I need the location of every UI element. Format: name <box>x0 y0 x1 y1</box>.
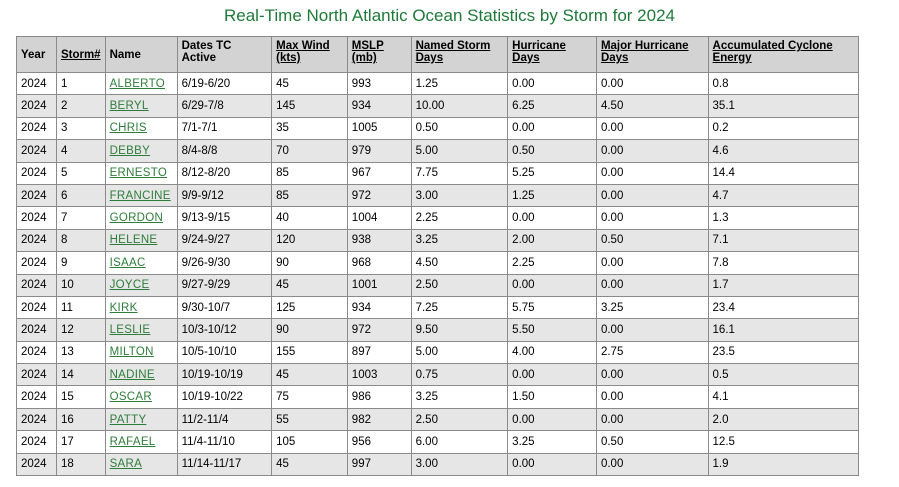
column-header-name: Name <box>105 37 177 73</box>
cell-named-storm-days: 3.25 <box>411 386 508 408</box>
storm-name-link[interactable]: JOYCE <box>109 279 150 292</box>
cell-name[interactable] <box>105 73 177 95</box>
cell-ace: 1.3 <box>708 207 858 229</box>
cell-max-wind: 145 <box>272 95 348 117</box>
cell-named-storm-days: 1.25 <box>411 73 508 95</box>
cell-ace: 0.2 <box>708 117 858 139</box>
cell-dates: 6/29-7/8 <box>177 95 272 117</box>
cell-year: 2024 <box>17 73 57 95</box>
cell-storm-number: 18 <box>56 453 105 475</box>
cell-storm-number: 14 <box>56 364 105 386</box>
storm-name-link[interactable]: SARA <box>109 458 143 471</box>
cell-mslp: 897 <box>347 341 411 363</box>
cell-year: 2024 <box>17 341 57 363</box>
cell-mslp: 934 <box>347 296 411 318</box>
cell-year: 2024 <box>17 184 57 206</box>
cell-major-hurricane-days: 0.00 <box>596 319 708 341</box>
cell-max-wind: 90 <box>272 252 348 274</box>
cell-max-wind: 75 <box>272 386 348 408</box>
cell-named-storm-days: 5.00 <box>411 140 508 162</box>
cell-major-hurricane-days: 0.00 <box>596 162 708 184</box>
sort-link-storm-number[interactable]: Storm# <box>60 48 101 61</box>
cell-hurricane-days: 2.00 <box>508 229 597 251</box>
cell-named-storm-days: 5.00 <box>411 341 508 363</box>
cell-mslp: 997 <box>347 453 411 475</box>
cell-ace: 23.5 <box>708 341 858 363</box>
cell-max-wind: 155 <box>272 341 348 363</box>
cell-year: 2024 <box>17 95 57 117</box>
cell-major-hurricane-days: 0.00 <box>596 386 708 408</box>
cell-named-storm-days: 2.25 <box>411 207 508 229</box>
column-header-mslp[interactable] <box>347 37 411 73</box>
cell-mslp: 1001 <box>347 274 411 296</box>
cell-year: 2024 <box>17 207 57 229</box>
cell-year: 2024 <box>17 274 57 296</box>
cell-year: 2024 <box>17 453 57 475</box>
sort-link-hurricane-days[interactable]: Hurricane Days <box>512 40 566 64</box>
cell-year: 2024 <box>17 386 57 408</box>
cell-max-wind: 85 <box>272 162 348 184</box>
cell-name[interactable] <box>105 252 177 274</box>
cell-year: 2024 <box>17 229 57 251</box>
cell-name[interactable] <box>105 386 177 408</box>
cell-mslp: 972 <box>347 319 411 341</box>
column-header-ace[interactable] <box>708 37 858 73</box>
page-title: Real-Time North Atlantic Ocean Statistics by Storm for 2024 <box>224 6 675 25</box>
cell-dates: 9/26-9/30 <box>177 252 272 274</box>
cell-year: 2024 <box>17 117 57 139</box>
cell-ace: 0.8 <box>708 73 858 95</box>
cell-ace: 14.4 <box>708 162 858 184</box>
cell-named-storm-days: 3.25 <box>411 229 508 251</box>
cell-name[interactable] <box>105 229 177 251</box>
cell-year: 2024 <box>17 319 57 341</box>
cell-max-wind: 105 <box>272 431 348 453</box>
cell-hurricane-days: 0.00 <box>508 408 597 430</box>
cell-major-hurricane-days: 4.50 <box>596 95 708 117</box>
cell-storm-number: 10 <box>56 274 105 296</box>
cell-storm-number: 12 <box>56 319 105 341</box>
cell-name[interactable] <box>105 140 177 162</box>
storm-name-link[interactable]: BERYL <box>109 100 149 113</box>
cell-storm-number: 16 <box>56 408 105 430</box>
cell-dates: 10/5-10/10 <box>177 341 272 363</box>
column-header-storm-number[interactable] <box>56 37 105 73</box>
cell-storm-number: 11 <box>56 296 105 318</box>
cell-hurricane-days: 2.25 <box>508 252 597 274</box>
sort-link-major-hurricane-days[interactable]: Major Hurricane Days <box>600 40 689 64</box>
table-row <box>17 252 859 274</box>
sort-link-ace[interactable]: Accumulated Cyclone Energy <box>712 40 833 64</box>
cell-mslp: 972 <box>347 184 411 206</box>
cell-named-storm-days: 6.00 <box>411 431 508 453</box>
cell-hurricane-days: 5.75 <box>508 296 597 318</box>
cell-year: 2024 <box>17 296 57 318</box>
table-body <box>17 73 859 476</box>
storm-name-link[interactable]: RAFAEL <box>109 435 156 448</box>
table-row <box>17 73 859 95</box>
table-row <box>17 184 859 206</box>
cell-max-wind: 90 <box>272 319 348 341</box>
cell-named-storm-days: 2.50 <box>411 408 508 430</box>
cell-dates: 6/19-6/20 <box>177 73 272 95</box>
table-row <box>17 408 859 430</box>
cell-name[interactable] <box>105 207 177 229</box>
cell-hurricane-days: 0.00 <box>508 274 597 296</box>
cell-mslp: 968 <box>347 252 411 274</box>
cell-ace: 4.1 <box>708 386 858 408</box>
cell-dates: 8/4-8/8 <box>177 140 272 162</box>
cell-mslp: 979 <box>347 140 411 162</box>
cell-mslp: 934 <box>347 95 411 117</box>
cell-dates: 11/2-11/4 <box>177 408 272 430</box>
storm-name-link[interactable]: ERNESTO <box>109 167 168 180</box>
storm-name-link[interactable]: CHRIS <box>109 122 147 135</box>
cell-named-storm-days: 3.00 <box>411 453 508 475</box>
cell-name[interactable] <box>105 408 177 430</box>
cell-storm-number: 15 <box>56 386 105 408</box>
cell-storm-number: 5 <box>56 162 105 184</box>
cell-name[interactable] <box>105 184 177 206</box>
table-row <box>17 386 859 408</box>
column-header-major-hurricane-days[interactable] <box>596 37 708 73</box>
cell-ace: 4.6 <box>708 140 858 162</box>
cell-storm-number: 17 <box>56 431 105 453</box>
cell-max-wind: 55 <box>272 408 348 430</box>
table-row <box>17 207 859 229</box>
sort-link-named-storm-days[interactable]: Named Storm Days <box>415 40 491 64</box>
cell-year: 2024 <box>17 364 57 386</box>
cell-major-hurricane-days: 0.00 <box>596 453 708 475</box>
cell-ace: 4.7 <box>708 184 858 206</box>
cell-major-hurricane-days: 0.00 <box>596 252 708 274</box>
cell-name[interactable] <box>105 364 177 386</box>
storm-name-link[interactable]: LESLIE <box>109 323 151 336</box>
cell-named-storm-days: 4.50 <box>411 252 508 274</box>
table-row <box>17 341 859 363</box>
cell-major-hurricane-days: 0.50 <box>596 431 708 453</box>
table-row <box>17 162 859 184</box>
cell-dates: 7/1-7/1 <box>177 117 272 139</box>
cell-mslp: 986 <box>347 386 411 408</box>
cell-hurricane-days: 0.00 <box>508 453 597 475</box>
storm-name-link[interactable]: NADINE <box>109 368 155 381</box>
cell-max-wind: 125 <box>272 296 348 318</box>
storm-name-link[interactable]: PATTY <box>109 413 147 426</box>
cell-named-storm-days: 2.50 <box>411 274 508 296</box>
cell-mslp: 993 <box>347 73 411 95</box>
cell-year: 2024 <box>17 408 57 430</box>
cell-major-hurricane-days: 0.00 <box>596 184 708 206</box>
storm-name-link[interactable]: KIRK <box>109 301 138 314</box>
cell-max-wind: 85 <box>272 184 348 206</box>
cell-hurricane-days: 4.00 <box>508 341 597 363</box>
cell-storm-number: 3 <box>56 117 105 139</box>
cell-max-wind: 120 <box>272 229 348 251</box>
cell-named-storm-days: 0.75 <box>411 364 508 386</box>
cell-name[interactable] <box>105 341 177 363</box>
cell-dates: 9/13-9/15 <box>177 207 272 229</box>
storm-name-link[interactable]: GORDON <box>109 212 164 225</box>
cell-name[interactable] <box>105 117 177 139</box>
cell-major-hurricane-days: 3.25 <box>596 296 708 318</box>
cell-ace: 7.8 <box>708 252 858 274</box>
table-row <box>17 296 859 318</box>
cell-max-wind: 40 <box>272 207 348 229</box>
cell-major-hurricane-days: 0.00 <box>596 408 708 430</box>
storm-statistics-table <box>16 36 859 476</box>
cell-named-storm-days: 3.00 <box>411 184 508 206</box>
table-row <box>17 95 859 117</box>
cell-hurricane-days: 0.00 <box>508 117 597 139</box>
cell-year: 2024 <box>17 431 57 453</box>
cell-name[interactable] <box>105 162 177 184</box>
cell-mslp: 1004 <box>347 207 411 229</box>
cell-storm-number: 7 <box>56 207 105 229</box>
cell-hurricane-days: 1.50 <box>508 386 597 408</box>
cell-mslp: 1005 <box>347 117 411 139</box>
cell-year: 2024 <box>17 140 57 162</box>
storm-name-link[interactable]: OSCAR <box>109 391 152 404</box>
cell-ace: 7.1 <box>708 229 858 251</box>
cell-ace: 0.5 <box>708 364 858 386</box>
table-row <box>17 274 859 296</box>
table-row <box>17 431 859 453</box>
table-row <box>17 229 859 251</box>
cell-mslp: 982 <box>347 408 411 430</box>
cell-dates: 11/14-11/17 <box>177 453 272 475</box>
cell-major-hurricane-days: 0.00 <box>596 274 708 296</box>
cell-storm-number: 9 <box>56 252 105 274</box>
cell-ace: 23.4 <box>708 296 858 318</box>
cell-hurricane-days: 0.00 <box>508 73 597 95</box>
cell-storm-number: 2 <box>56 95 105 117</box>
cell-storm-number: 8 <box>56 229 105 251</box>
cell-storm-number: 13 <box>56 341 105 363</box>
cell-dates: 9/30-10/7 <box>177 296 272 318</box>
cell-max-wind: 45 <box>272 73 348 95</box>
cell-named-storm-days: 7.25 <box>411 296 508 318</box>
cell-named-storm-days: 10.00 <box>411 95 508 117</box>
sort-link-max-wind[interactable]: Max Wind (kts) <box>276 40 330 64</box>
cell-hurricane-days: 6.25 <box>508 95 597 117</box>
cell-mslp: 956 <box>347 431 411 453</box>
cell-ace: 2.0 <box>708 408 858 430</box>
cell-hurricane-days: 0.00 <box>508 207 597 229</box>
cell-max-wind: 45 <box>272 453 348 475</box>
cell-major-hurricane-days: 0.00 <box>596 364 708 386</box>
table-header-row <box>17 37 859 73</box>
storm-name-link[interactable]: FRANCINE <box>109 189 171 202</box>
cell-max-wind: 70 <box>272 140 348 162</box>
cell-mslp: 1003 <box>347 364 411 386</box>
column-header-year: Year <box>17 37 57 73</box>
cell-max-wind: 45 <box>272 364 348 386</box>
cell-storm-number: 1 <box>56 73 105 95</box>
cell-named-storm-days: 9.50 <box>411 319 508 341</box>
cell-ace: 1.7 <box>708 274 858 296</box>
column-header-dates: Dates TC Active <box>177 37 272 73</box>
storm-name-link[interactable]: MILTON <box>109 346 154 359</box>
cell-dates: 10/19-10/19 <box>177 364 272 386</box>
cell-dates: 10/19-10/22 <box>177 386 272 408</box>
storm-name-link[interactable]: ISAAC <box>109 256 146 269</box>
cell-name[interactable] <box>105 95 177 117</box>
cell-major-hurricane-days: 0.00 <box>596 117 708 139</box>
cell-dates: 8/12-8/20 <box>177 162 272 184</box>
cell-major-hurricane-days: 2.75 <box>596 341 708 363</box>
cell-dates: 9/27-9/29 <box>177 274 272 296</box>
cell-max-wind: 45 <box>272 274 348 296</box>
cell-hurricane-days: 5.25 <box>508 162 597 184</box>
cell-ace: 16.1 <box>708 319 858 341</box>
cell-storm-number: 6 <box>56 184 105 206</box>
cell-dates: 11/4-11/10 <box>177 431 272 453</box>
storm-name-link[interactable]: DEBBY <box>109 144 151 157</box>
table-row <box>17 117 859 139</box>
cell-major-hurricane-days: 0.00 <box>596 140 708 162</box>
cell-max-wind: 35 <box>272 117 348 139</box>
cell-dates: 10/3-10/12 <box>177 319 272 341</box>
cell-mslp: 967 <box>347 162 411 184</box>
cell-name[interactable] <box>105 319 177 341</box>
cell-name[interactable] <box>105 453 177 475</box>
cell-name[interactable] <box>105 296 177 318</box>
cell-major-hurricane-days: 0.00 <box>596 207 708 229</box>
cell-hurricane-days: 5.50 <box>508 319 597 341</box>
cell-dates: 9/9-9/12 <box>177 184 272 206</box>
table-row <box>17 140 859 162</box>
cell-mslp: 938 <box>347 229 411 251</box>
cell-name[interactable] <box>105 274 177 296</box>
sort-link-mslp[interactable]: MSLP (mb) <box>351 40 384 64</box>
column-header-max-wind[interactable] <box>272 37 348 73</box>
cell-ace: 12.5 <box>708 431 858 453</box>
table-row <box>17 453 859 475</box>
storm-name-link[interactable]: ALBERTO <box>109 77 165 90</box>
cell-major-hurricane-days: 0.00 <box>596 73 708 95</box>
cell-hurricane-days: 1.25 <box>508 184 597 206</box>
cell-named-storm-days: 0.50 <box>411 117 508 139</box>
cell-hurricane-days: 3.25 <box>508 431 597 453</box>
cell-year: 2024 <box>17 162 57 184</box>
cell-hurricane-days: 0.00 <box>508 364 597 386</box>
cell-storm-number: 4 <box>56 140 105 162</box>
table-row <box>17 319 859 341</box>
cell-year: 2024 <box>17 252 57 274</box>
cell-ace: 1.9 <box>708 453 858 475</box>
column-header-named-storm-days[interactable] <box>411 37 508 73</box>
cell-dates: 9/24-9/27 <box>177 229 272 251</box>
cell-hurricane-days: 0.50 <box>508 140 597 162</box>
cell-name[interactable] <box>105 431 177 453</box>
cell-major-hurricane-days: 0.50 <box>596 229 708 251</box>
table-row <box>17 364 859 386</box>
cell-named-storm-days: 7.75 <box>411 162 508 184</box>
column-header-hurricane-days[interactable] <box>508 37 597 73</box>
cell-ace: 35.1 <box>708 95 858 117</box>
storm-name-link[interactable]: HELENE <box>109 234 158 247</box>
